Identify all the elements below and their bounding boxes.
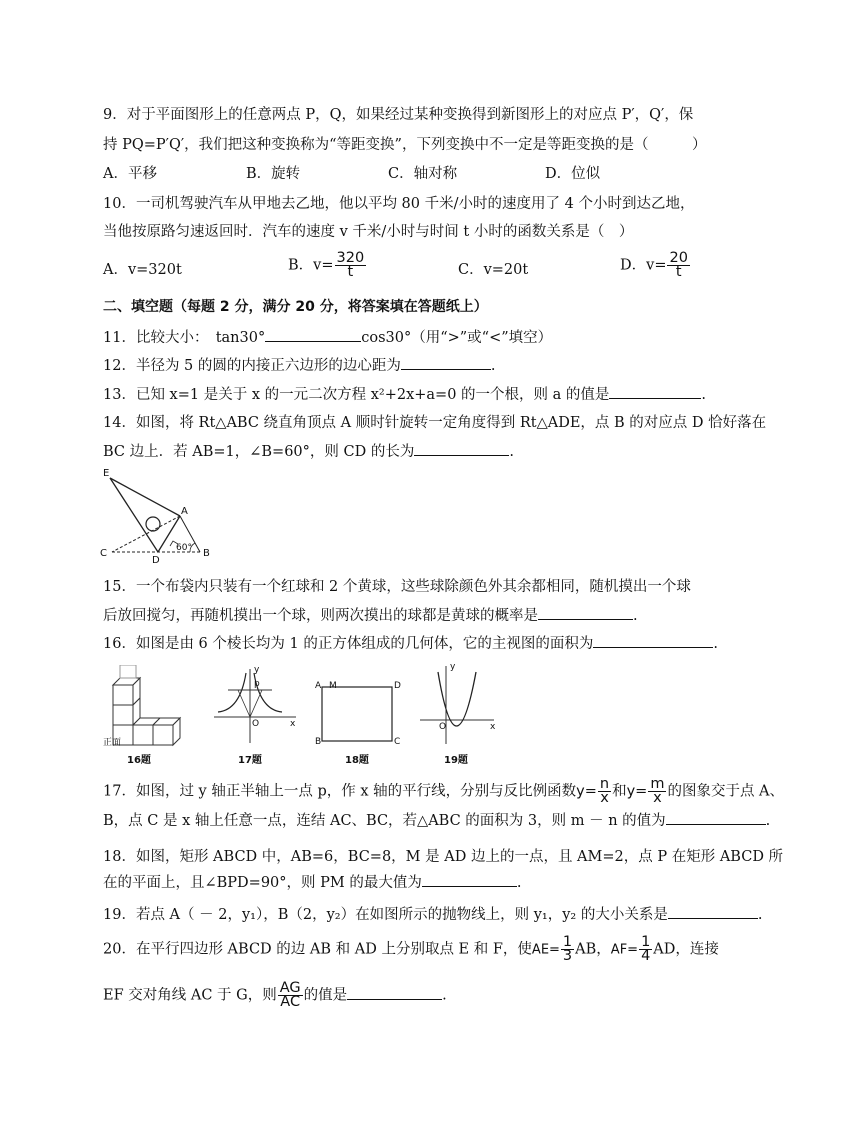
q11-middle: cos30°（用“>”或“<”填空） [361,330,553,346]
q14-answer-blank [414,441,509,456]
fig-17-caption: 17题 [238,755,262,766]
q20-line1 [103,936,719,963]
fig-19-parabola-graph [418,662,498,747]
fig-19-label-x: x [490,722,496,732]
q10-d-denominator: t [675,264,682,280]
q17-f2-fraction [648,778,666,805]
q17-f1-lhs: y= [576,783,597,800]
q20-af-rhs: AD，连接 [653,941,719,958]
q17-f1-numerator: n [599,776,610,792]
fig-16-front-label: 正面 [103,738,122,748]
q17-f1-denominator: x [600,790,609,806]
q16-answer-blank [593,633,713,648]
q20-frac-denominator: AC [280,994,301,1010]
q17-answer-blank [666,810,766,825]
q10-option-b [288,252,367,279]
q17-suffix: 的图象交于点 A、 [667,783,785,800]
q17-f2-denominator: x [653,790,662,806]
section-2-title: 二、填空题（每题 2 分，满分 20 分，将答案填在答题纸上） [103,299,488,315]
q18-line2-text: 在的平面上，且∠BPD=90°，则 PM 的最大值为 [103,875,422,891]
q9-line2: 持 PQ=P′Q′，我们把这种变换称为“等距变换”，下列变换中不一定是等距变换的是（ ） [103,137,707,153]
q15-answer-blank [538,605,633,620]
fig-18-label-d: D [394,681,401,691]
q18-answer-blank [422,872,517,887]
q20-af-fraction [639,936,652,963]
q20-end: . [442,987,447,1004]
q19-answer-blank [668,904,758,919]
q16-text: 16．如图是由 6 个棱长均为 1 的正方体组成的几何体，它的主视图的面积为 [103,636,594,652]
q10-option-c: C．v=20t [458,262,529,278]
q15-line1: 15．一个布袋内只装有一个红球和 2 个黄球，这些球除颜色外其余都相同，随机摸出一个球 [103,579,691,595]
q10-option-b-fraction [335,252,367,279]
q20-ae-rhs: AB， [575,941,611,958]
q20-ae-fraction [561,936,574,963]
q17-end: . [765,813,771,829]
q17-f1-fraction [598,778,611,805]
q14-line1: 14．如图，将 Rt△ABC 绕直角顶点 A 顺时针旋转一定角度得到 Rt△ADE，点 B 的对应点 D 恰好落在 [103,415,767,431]
q20-frac-numerator: AG [279,980,301,996]
q9-option-a: A．平移 [103,166,157,182]
fig-19-label-o: O [439,722,447,732]
q17-line2-text: B，点 C 是 x 轴上任意一点，连结 AC、BC，若△ABC 的面积为 3，则 m － n 的值为 [103,813,666,829]
q17-f2-numerator: m [650,776,665,792]
q20-line2 [103,982,447,1009]
q13-answer-blank [609,384,701,399]
fig-19-caption: 19题 [444,755,468,766]
fig-19 [418,662,498,765]
fig-17-label-x: x [290,719,296,729]
q13 [103,384,706,405]
q20-ae-denominator: 3 [562,948,573,964]
q20-af-lhs: AF= [610,942,639,958]
q10-option-d-prefix: D．v= [620,257,667,274]
q17-mid: 和 [612,783,627,800]
q9-option-b: B．旋转 [246,166,301,182]
q16-end: . [713,636,718,652]
q14-end: . [509,444,514,460]
q18-line2 [103,872,521,893]
fig-18-label-b: B [315,737,322,747]
q12-text: 12．半径为 5 的圆的内接正六边形的边心距为 [103,358,401,374]
q12 [103,355,496,376]
q13-end: . [701,387,707,403]
q14-label-e: E [103,468,110,479]
q10-b-denominator: t [347,264,354,280]
q9-option-d: D．位似 [545,166,601,182]
q20-answer-blank [347,985,442,1000]
q15-line2-text: 后放回搅匀，再随机摸出一个球，则两次摸出的球都是黄球的概率是 [103,608,538,624]
q14-figure [100,466,215,566]
q10-line2: 当他按原路匀速返回时．汽车的速度 v 千米/小时与时间 t 小时的函数关系是（ ） [103,224,634,240]
fig-18-label-a: A [315,681,322,691]
q10-option-b-prefix: B．v= [288,257,334,274]
q18-end: . [516,875,522,891]
q14-angle-label: 60° [176,543,192,553]
q16 [103,633,718,654]
fig-18-label-m: M [329,681,337,691]
q15-end: . [633,608,638,624]
fig-17-hyperbola-graph [210,665,300,747]
q20-line2-prefix: EF 交对角线 AC 于 G，则 [103,987,277,1004]
q19-text: 19．若点 A（ － 2，y₁），B（2，y₂）在如图所示的抛物线上，则 y₁，y₂ 的大小关系是 [103,907,668,923]
q17-prefix: 17．如图，过 y 轴正半轴上一点 p，作 x 轴的平行线，分别与反比例函数 [103,783,577,800]
q17-line2 [103,810,770,831]
q11-answer-blank [265,327,361,342]
fig-18-label-c: C [394,737,401,747]
q10-option-d-fraction [667,252,689,279]
q14-line2 [103,441,514,462]
q11-prefix: 11．比较大小： tan30° [103,330,266,346]
q20-prefix: 20．在平行四边形 ABCD 的边 AB 和 AD 上分别取点 E 和 F，使 [103,941,532,958]
q13-text: 13．已知 x=1 是关于 x 的一元二次方程 x²+2x+a=0 的一个根，则 a 的值是 [103,387,610,403]
q10-option-a: A．v=320t [103,262,182,278]
q14-line2-text: BC 边上．若 AB=1，∠B=60°，则 CD 的长为 [103,444,415,460]
fig-19-label-y: y [450,662,456,672]
q11 [103,327,552,348]
q20-af-numerator: 1 [641,934,651,950]
q12-end: . [490,358,496,374]
fig-17 [210,665,300,765]
fig-16-caption: 16题 [127,755,151,766]
q10-line1: 10．一司机驾驶汽车从甲地去乙地，他以平均 80 千米/小时的速度用了 4 个小时到达乙地， [103,196,695,212]
q9-line1: 9．对于平面图形上的任意两点 P，Q，如果经过某种变换得到新图形上的对应点 P′，Q′，保 [103,107,694,123]
q9-option-c: C．轴对称 [388,166,458,182]
fig-16 [103,665,191,765]
q20-line2-suffix: 的值是 [303,987,348,1004]
q10-option-d [620,252,691,279]
fig-17-label-y: y [254,665,260,675]
q14-label-c: C [100,548,107,559]
q19 [103,904,762,925]
q14-triangle-diagram [100,466,215,566]
q10-d-numerator: 20 [669,250,688,266]
q14-label-d: D [152,555,160,566]
q14-label-a: A [181,506,188,517]
q12-answer-blank [401,355,491,370]
fig-18 [315,665,405,765]
fig-17-label-p: p [254,679,260,689]
fig-18-rectangle [315,665,405,747]
q20-af-denominator: 4 [641,948,651,964]
q17-line1 [103,778,784,805]
q20-ae-lhs: AE= [531,942,560,958]
q20-ae-numerator: 1 [562,934,573,950]
q20-ag-ac-fraction [278,982,303,1009]
fig-17-label-o: O [252,719,260,729]
q15-line2 [103,605,638,626]
q18-line1: 18．如图，矩形 ABCD 中，AB=6，BC=8，M 是 AD 边上的一点，且 AM=2，点 P 在矩形 ABCD 所 [103,849,784,865]
q19-end: . [757,907,763,923]
q10-b-numerator: 320 [336,250,365,266]
q17-f2-lhs: y= [626,783,648,800]
fig-18-caption: 18题 [345,755,369,766]
q14-label-b: B [203,548,210,559]
